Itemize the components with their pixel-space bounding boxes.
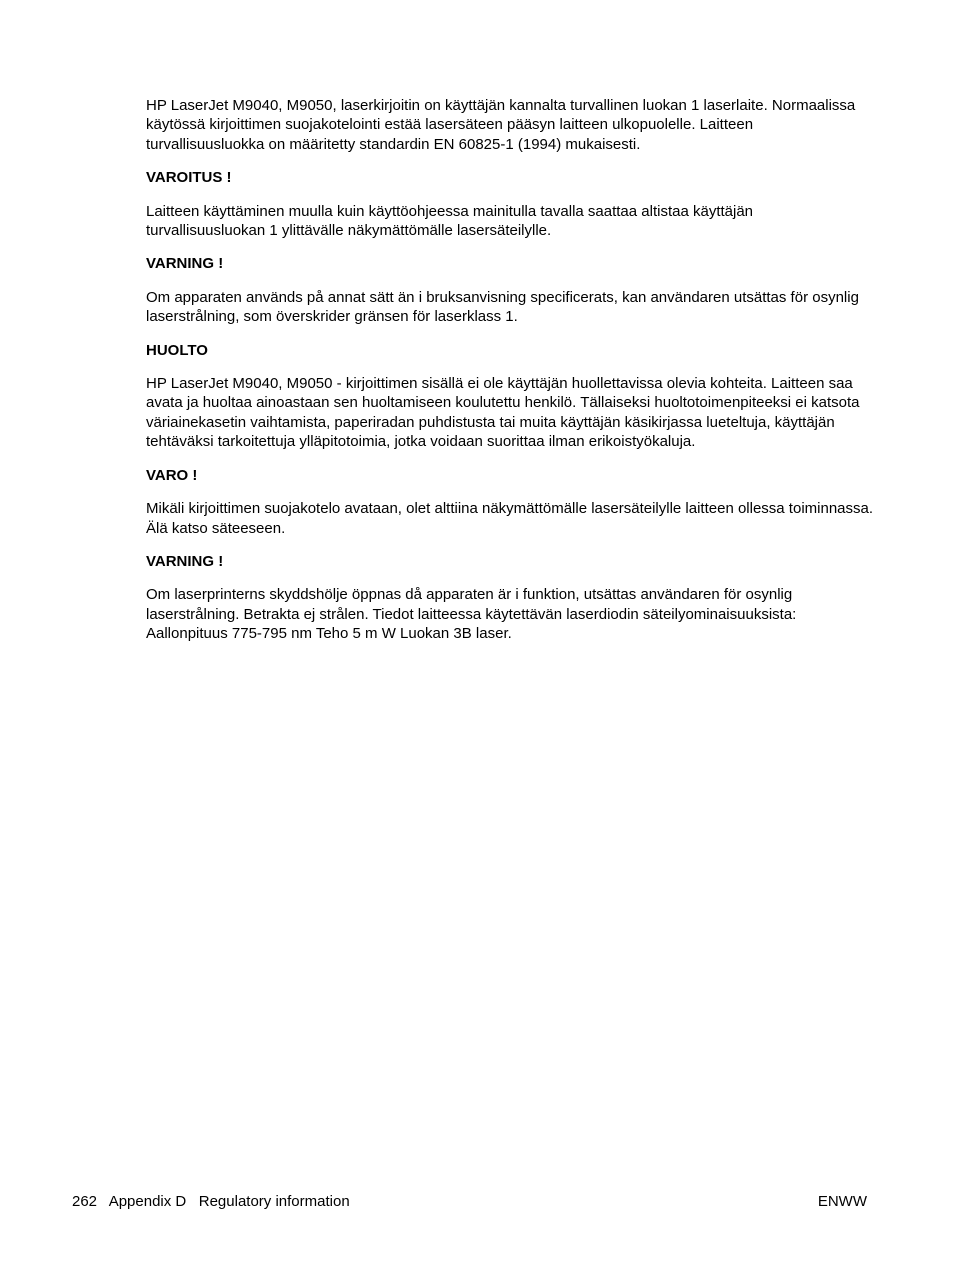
varo-paragraph: Mikäli kirjoittimen suojakotelo avataan, olet alttiina näkymättömälle lasersäteilylle laitteen ollessa toiminnassa. Älä katso säteeseen. (146, 500, 874, 537)
section-heading-varoitus: VAROITUS ! (146, 169, 232, 187)
intro-paragraph: HP LaserJet M9040, M9050, laserkirjoitin on käyttäjän kannalta turvallinen luokan 1 laserlaite. Normaalissa käytössä kirjoittimen suojakotelointi estää lasersäteen pääsyn laitteen ulkopuolelle. Laitteen turvallisuusluokka on määritetty standardin EN 60825-1 (1994) mukaisesti. (146, 97, 856, 153)
varning-paragraph-2: Om laserprinterns skyddshölje öppnas då apparaten är i funktion, utsättas användaren för osynlig laserstrålning. Betrakta ej strålen. Tiedot laitteessa käytettävän laserdiodin säteilyominaisuuksista: Aallonpituus 775-795 nm Teho 5 m W Luokan 3B laser. (146, 586, 797, 643)
huolto-paragraph: HP LaserJet M9040, M9050 - kirjoittimen sisällä ei ole käyttäjän huollettavissa olevia kohteita. Laitteen saa avata ja huoltaa ainoastaan sen huoltamiseen koulutettu henkilö. Tällaiseksi huoltotoimenpiteeksi ei katsota väriainekasetin vaihtamista, paperiradan puhdistusta tai muita käyttäjän käsikirjassa lueteltuja, käyttäjän tehtäväksi tarkoitettuja ylläpitotoimia, jotka voidaan suorittaa ilman erikoistyökaluja. (146, 375, 860, 451)
section-heading-varning-1: VARNING ! (146, 255, 224, 273)
varoitus-paragraph: Laitteen käyttäminen muulla kuin käyttöohjeessa mainitulla tavalla saattaa altistaa käyttäjän turvallisuusluokan 1 ylittävälle näkymättömälle lasersäteilylle. (146, 202, 754, 240)
footer-locale-code: ENWW (817, 1193, 867, 1210)
section-heading-varning-2: VARNING ! (146, 552, 224, 570)
section-heading-varo: VARO ! (146, 466, 198, 484)
document-body (146, 96, 874, 644)
section-heading-huolto: HUOLTO (146, 341, 208, 359)
varning-paragraph-1: Om apparaten används på annat sätt än i bruksanvisning specificerats, kan användaren utsättas för osynlig laserstrålning, som överskrider gränsen för laserklass 1. (146, 288, 859, 326)
footer-page-info: 262 Appendix D Regulatory information (72, 1193, 350, 1210)
